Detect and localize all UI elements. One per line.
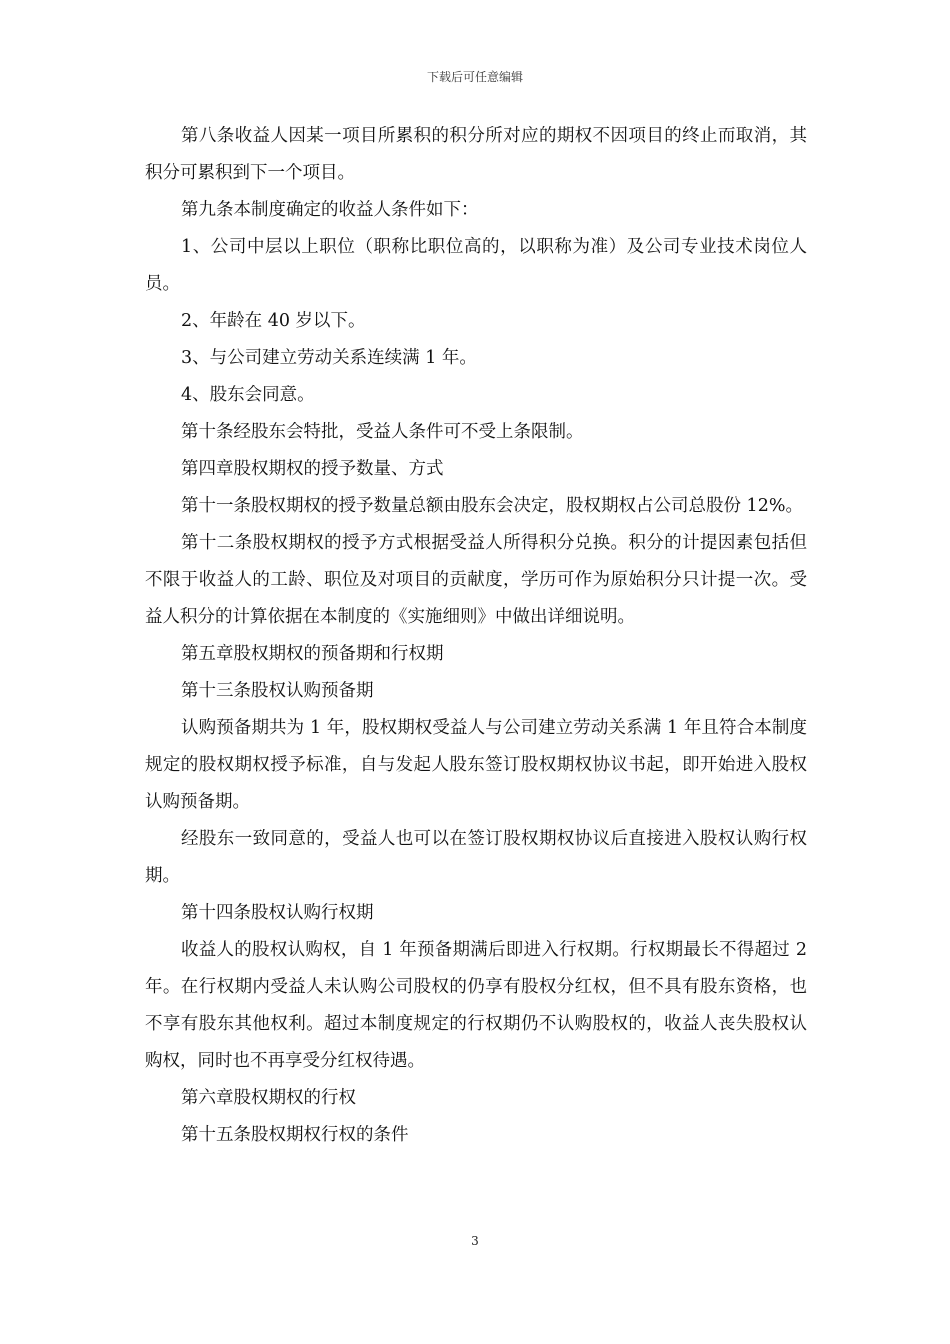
paragraph-article-12: 第十二条股权期权的授予方式根据受益人所得积分兑换。积分的计提因素包括但不限于收益人的工龄、职位及对项目的贡献度，学历可作为原始积分只计提一次。受益人积分的计算依据在本制度的《实施细则》中做出详细说明。: [145, 533, 807, 627]
list-item-condition-3: 3、与公司建立劳动关系连续满 1 年。: [181, 348, 477, 368]
list-item-condition-2: 2、年龄在 40 岁以下。: [181, 311, 366, 331]
paragraph-article-13-body: 认购预备期共为 1 年，股权期权受益人与公司建立劳动关系满 1 年且符合本制度规定的股权期权授予标准，自与发起人股东签订股权期权协议书起，即开始进入股权认购预备期。: [145, 718, 807, 812]
document-body: [145, 118, 807, 1154]
paragraph-article-14-title: 第十四条股权认购行权期: [181, 903, 374, 923]
list-item-condition-1: 1、公司中层以上职位（职称比职位高的，以职称为准）及公司专业技术岗位人员。: [145, 237, 807, 294]
page-header: 下载后可任意编辑: [426, 70, 523, 84]
page-number: 3: [471, 1234, 479, 1248]
paragraph-article-13-exception: 经股东一致同意的，受益人也可以在签订股权期权协议后直接进入股权认购行权期。: [145, 829, 807, 886]
paragraph-article-9: 第九条本制度确定的收益人条件如下：: [181, 200, 479, 220]
paragraph-article-11: 第十一条股权期权的授予数量总额由股东会决定，股权期权占公司总股份 12%。: [181, 496, 803, 516]
chapter-heading-4: 第四章股权期权的授予数量、方式: [181, 459, 444, 479]
paragraph-article-13-title: 第十三条股权认购预备期: [181, 681, 374, 701]
paragraph-article-10: 第十条经股东会特批，受益人条件可不受上条限制。: [181, 422, 584, 442]
paragraph-article-14-body: 收益人的股权认购权，自 1 年预备期满后即进入行权期。行权期最长不得超过 2 年。在行权期内受益人未认购公司股权的仍享有股权分红权，但不具有股东资格，也不享有股东其他权利。超过本制度规定的行权期仍不认购股权的，收益人丧失股权认购权，同时也不再享受分红权待遇。: [145, 940, 807, 1071]
paragraph-article-15-title: 第十五条股权期权行权的条件: [181, 1125, 409, 1145]
chapter-heading-5: 第五章股权期权的预备期和行权期: [181, 644, 444, 664]
chapter-heading-6: 第六章股权期权的行权: [181, 1088, 356, 1108]
paragraph-article-8: 第八条收益人因某一项目所累积的积分所对应的期权不因项目的终止而取消，其积分可累积到下一个项目。: [145, 126, 807, 183]
list-item-condition-4: 4、股东会同意。: [181, 385, 315, 405]
